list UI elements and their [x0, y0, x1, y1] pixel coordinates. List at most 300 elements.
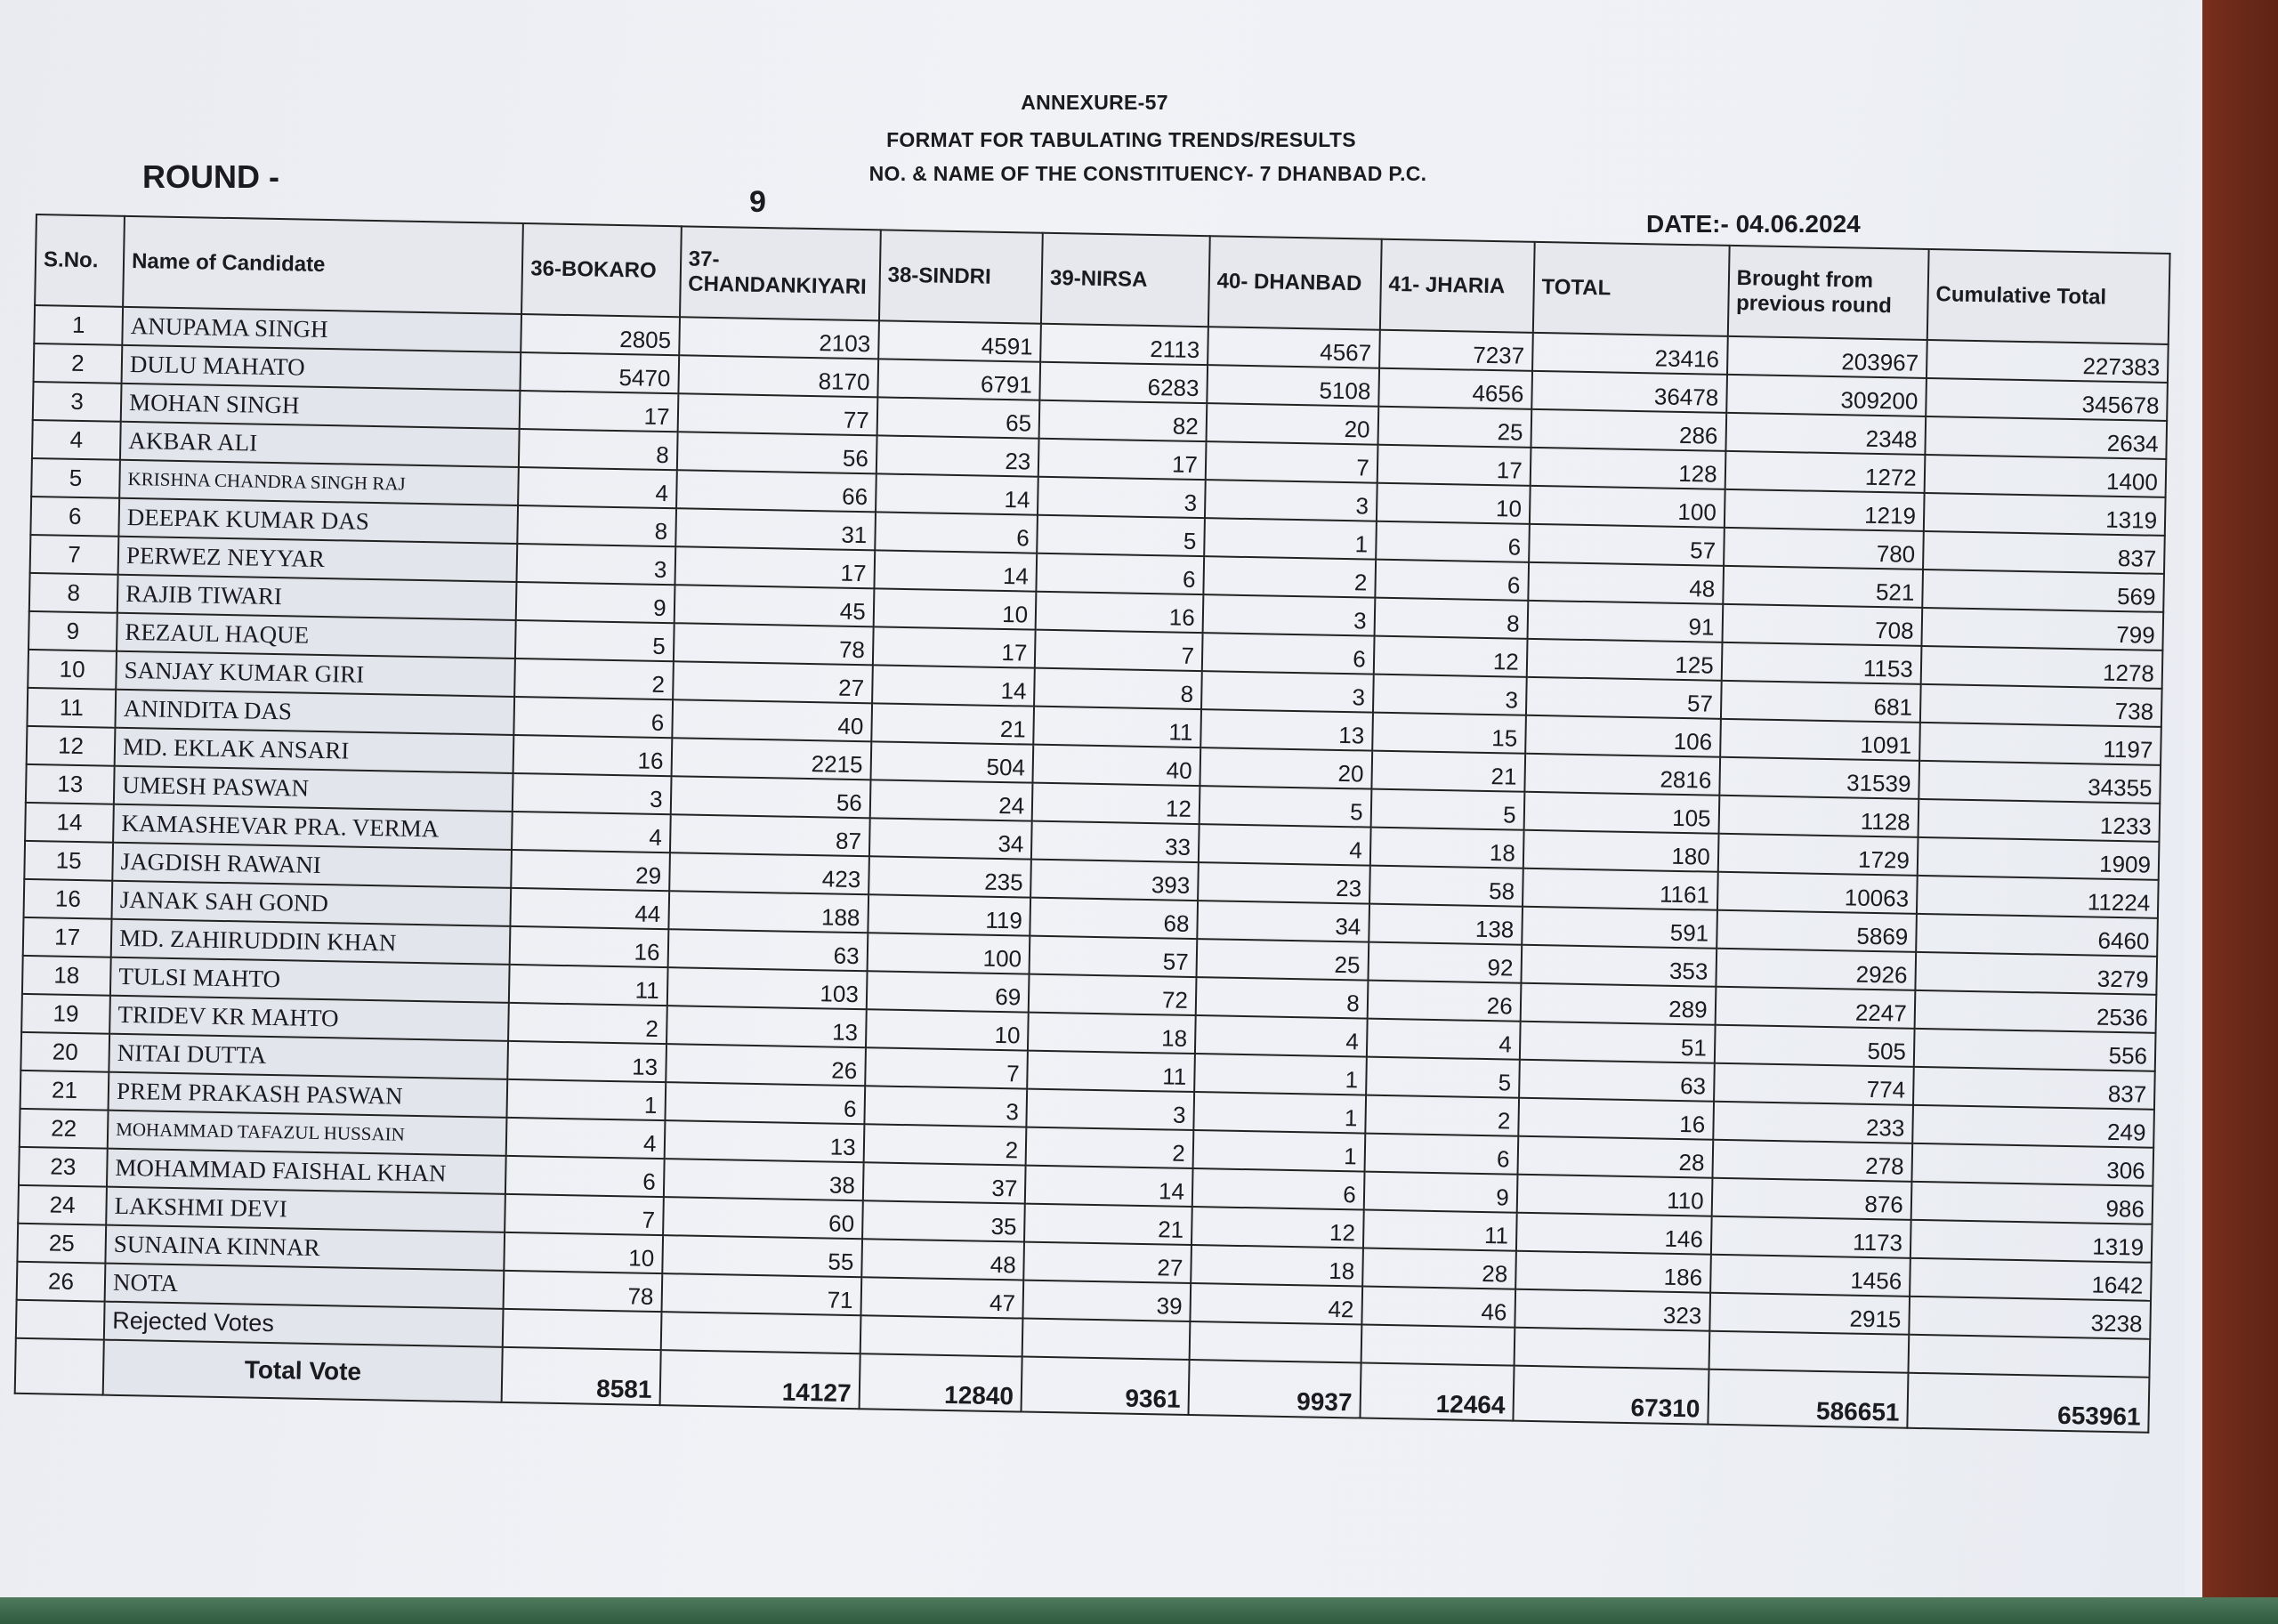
annexure-title: ANNEXURE-57 [1021, 91, 1168, 114]
vote-count: 31539 [1719, 757, 1919, 799]
vote-count: 38 [663, 1159, 863, 1200]
vote-count: 13 [666, 1006, 867, 1047]
vote-count: 24 [869, 780, 1032, 820]
vote-count: 110 [1516, 1175, 1712, 1216]
column-header: 41- JHARIA [1380, 239, 1535, 333]
vote-count: 6 [514, 697, 673, 738]
vote-count: 9 [1363, 1172, 1517, 1213]
vote-count: 1400 [1924, 455, 2166, 497]
vote-count: 47 [860, 1277, 1023, 1318]
vote-count: 33 [1031, 821, 1199, 862]
candidate-name: JANAK SAH GOND [112, 881, 512, 926]
vote-count: 40 [672, 699, 872, 741]
candidate-name: REZAUL HAQUE [117, 613, 516, 658]
vote-count: 10 [866, 1009, 1029, 1050]
vote-count: 27 [1023, 1242, 1191, 1283]
vote-count [1022, 1319, 1190, 1360]
serial-number: 22 [20, 1109, 109, 1149]
vote-count: 876 [1711, 1178, 1911, 1220]
vote-count: 1128 [1718, 796, 1919, 837]
vote-count: 233 [1713, 1102, 1913, 1143]
vote-count: 3 [1205, 480, 1377, 521]
vote-count: 1 [507, 1079, 666, 1120]
vote-count: 5470 [521, 352, 679, 393]
vote-count: 12 [1032, 783, 1200, 824]
vote-count: 309200 [1726, 375, 1927, 416]
vote-count: 2 [1203, 556, 1376, 598]
vote-count: 48 [1528, 562, 1724, 604]
vote-count: 34355 [1919, 761, 2161, 804]
candidate-name: KRISHNA CHANDRA SINGH RAJ [119, 460, 519, 505]
vote-count [1361, 1325, 1515, 1366]
vote-count: 26 [666, 1044, 866, 1086]
candidate-name: MOHAMMAD FAISHAL KHAN [107, 1149, 506, 1194]
column-header: Name of Candidate [123, 216, 523, 314]
vote-count: 28 [1362, 1248, 1516, 1289]
candidate-name: RAJIB TIWARI [117, 575, 517, 620]
vote-count [1708, 1331, 1909, 1373]
total-count: 8581 [502, 1347, 660, 1405]
candidate-name: DULU MAHATO [122, 345, 521, 391]
vote-count: 20 [1200, 747, 1372, 789]
vote-count: 180 [1523, 830, 1719, 872]
serial-number: 26 [17, 1262, 106, 1302]
vote-count: 13 [664, 1120, 864, 1162]
vote-count: 146 [1516, 1213, 1712, 1255]
format-title: FORMAT FOR TABULATING TRENDS/RESULTS [886, 128, 1356, 151]
vote-count: 14 [1025, 1166, 1192, 1207]
vote-count: 7 [1035, 630, 1202, 671]
vote-count: 8 [1034, 668, 1201, 709]
vote-count: 2915 [1709, 1293, 1910, 1335]
vote-count: 5 [1370, 789, 1524, 830]
vote-count: 2113 [1040, 324, 1208, 365]
vote-count: 17 [675, 546, 875, 588]
vote-count: 2 [863, 1124, 1026, 1165]
column-header: Brought from previous round [1727, 246, 1928, 340]
serial-number: 10 [28, 650, 117, 690]
candidate-name: NOTA [105, 1264, 505, 1309]
column-header: 40- DHANBAD [1208, 236, 1382, 330]
vote-count: 25 [1377, 407, 1531, 448]
vote-count: 56 [676, 432, 876, 473]
vote-count: 78 [673, 623, 873, 665]
vote-count: 40 [1033, 745, 1200, 786]
vote-count: 3238 [1909, 1297, 2151, 1339]
vote-count: 227383 [1927, 340, 2169, 383]
vote-count: 278 [1712, 1140, 1912, 1182]
paper-edge [2185, 0, 2202, 1624]
candidate-name: SUNAINA KINNAR [105, 1225, 505, 1271]
vote-count: 23 [876, 435, 1039, 476]
vote-count: 7 [505, 1194, 663, 1235]
candidate-name: MOHAN SINGH [121, 384, 521, 429]
vote-count: 105 [1523, 792, 1719, 834]
vote-count: 13 [1200, 709, 1373, 751]
candidate-name: MD. ZAHIRUDDIN KHAN [111, 919, 511, 965]
vote-count: 6460 [1916, 914, 2158, 957]
serial-number [15, 1338, 104, 1395]
vote-count [1189, 1321, 1361, 1363]
vote-count: 18 [1370, 828, 1524, 869]
round-number: 9 [749, 185, 766, 219]
candidate-name: AKBAR ALI [120, 422, 520, 467]
vote-count: 17 [1038, 439, 1206, 480]
serial-number: 8 [29, 573, 118, 613]
vote-count: 48 [861, 1239, 1024, 1280]
vote-count: 18 [1191, 1245, 1363, 1287]
rejected-votes-label: Rejected Votes [104, 1302, 504, 1347]
vote-count: 4567 [1208, 327, 1380, 368]
candidate-name: NITAI DUTTA [109, 1034, 508, 1079]
vote-count: 56 [670, 776, 870, 818]
vote-count: 2634 [1925, 416, 2167, 459]
vote-count [860, 1315, 1022, 1356]
vote-count: 323 [1515, 1289, 1710, 1331]
column-header: 36-BOKARO [521, 223, 681, 317]
vote-count: 2247 [1715, 987, 1915, 1029]
vote-count: 42 [1190, 1283, 1362, 1325]
serial-number: 12 [27, 726, 116, 766]
vote-count: 2 [1365, 1095, 1519, 1136]
vote-count: 1219 [1725, 489, 1925, 531]
vote-count: 100 [867, 933, 1030, 974]
candidate-name: ANUPAMA SINGH [122, 307, 521, 352]
vote-count: 5 [515, 620, 674, 661]
vote-count: 569 [1922, 570, 2164, 612]
candidate-name: SANJAY KUMAR GIRI [116, 651, 515, 697]
vote-count: 837 [1913, 1067, 2155, 1110]
vote-count: 63 [667, 929, 868, 971]
vote-count: 7 [865, 1047, 1028, 1088]
vote-count: 16 [510, 926, 668, 967]
vote-count: 78 [504, 1271, 662, 1312]
vote-count: 505 [1715, 1025, 1915, 1067]
vote-count: 2 [515, 658, 674, 699]
vote-count: 780 [1724, 528, 1924, 570]
vote-count: 87 [670, 814, 870, 856]
vote-count: 12 [1192, 1207, 1364, 1248]
vote-count: 6 [1364, 1134, 1518, 1175]
vote-count: 2 [1026, 1127, 1193, 1168]
vote-count: 45 [674, 585, 874, 626]
vote-count: 1909 [1918, 837, 2160, 880]
vote-count: 799 [1921, 608, 2163, 650]
vote-count: 2103 [679, 317, 879, 359]
candidate-name: MD. EKLAK ANSARI [115, 728, 514, 773]
vote-count: 1 [1204, 518, 1377, 560]
vote-count: 4656 [1378, 368, 1532, 409]
vote-count: 20 [1206, 403, 1378, 445]
vote-count: 27 [673, 661, 873, 703]
vote-count: 1278 [1921, 646, 2163, 689]
vote-count: 5 [1366, 1057, 1520, 1098]
vote-count: 69 [867, 971, 1030, 1012]
vote-count: 6 [665, 1082, 865, 1124]
total-count: 586651 [1708, 1369, 1908, 1428]
vote-count: 16 [1518, 1098, 1714, 1140]
total-count: 9361 [1022, 1357, 1190, 1415]
vote-count: 8 [519, 429, 677, 470]
background-surface-bottom [0, 1597, 2278, 1624]
vote-count: 106 [1525, 715, 1721, 757]
vote-count: 4 [512, 812, 670, 852]
vote-count: 21 [1024, 1204, 1192, 1245]
candidate-name: LAKSHMI DEVI [106, 1187, 505, 1232]
vote-count: 34 [1197, 901, 1369, 942]
vote-count: 51 [1520, 1022, 1716, 1063]
vote-count: 17 [1377, 445, 1531, 486]
vote-count: 6 [1192, 1168, 1365, 1210]
vote-count: 57 [1529, 524, 1725, 566]
candidate-name: MOHAMMAD TAFAZUL HUSSAIN [108, 1111, 507, 1156]
vote-count: 21 [871, 703, 1034, 744]
vote-count: 2215 [671, 738, 871, 780]
vote-count: 1319 [1910, 1220, 2153, 1263]
vote-count: 188 [668, 891, 868, 933]
candidate-name: UMESH PASWAN [114, 766, 513, 812]
total-count: 12464 [1360, 1363, 1514, 1421]
vote-count: 18 [1028, 1013, 1195, 1054]
vote-count: 21 [1371, 751, 1525, 792]
vote-count: 289 [1520, 983, 1716, 1025]
vote-count: 738 [1920, 684, 2162, 727]
serial-number: 2 [34, 343, 123, 384]
vote-count: 23 [1198, 862, 1370, 904]
vote-count: 353 [1521, 945, 1717, 987]
vote-count: 774 [1714, 1063, 1914, 1105]
vote-count: 14 [872, 665, 1035, 706]
vote-count: 3 [1202, 594, 1375, 636]
vote-count: 1 [1192, 1130, 1365, 1172]
vote-count: 82 [1039, 400, 1207, 441]
serial-number: 24 [18, 1185, 107, 1225]
serial-number: 21 [20, 1071, 109, 1111]
candidate-name: TULSI MAHTO [110, 957, 510, 1003]
vote-count: 138 [1369, 904, 1523, 945]
vote-count: 6 [1202, 633, 1375, 675]
serial-number: 16 [24, 879, 113, 919]
vote-count: 8170 [678, 355, 878, 397]
vote-count [1514, 1328, 1709, 1369]
serial-number: 1 [34, 305, 123, 345]
vote-count: 16 [1036, 592, 1203, 633]
candidate-name: JAGDISH RAWANI [112, 843, 512, 888]
vote-count: 23416 [1532, 333, 1728, 375]
vote-count: 11 [1027, 1051, 1194, 1092]
vote-count: 186 [1515, 1251, 1711, 1293]
vote-count: 2536 [1914, 990, 2156, 1033]
vote-count: 591 [1522, 907, 1717, 949]
column-header: 37-CHANDANKIYARI [680, 226, 881, 320]
vote-count: 1091 [1720, 719, 1920, 761]
vote-count: 3 [1038, 477, 1205, 518]
candidate-name: DEEPAK KUMAR DAS [118, 498, 518, 544]
vote-count [1908, 1335, 2150, 1378]
vote-count: 3 [864, 1086, 1027, 1127]
vote-count: 1173 [1711, 1216, 1911, 1258]
vote-count: 986 [1910, 1182, 2153, 1224]
candidate-name: TRIDEV KR MAHTO [109, 996, 509, 1041]
vote-count: 26 [1367, 981, 1521, 1022]
vote-count: 1319 [1924, 493, 2166, 536]
vote-count [503, 1309, 661, 1350]
serial-number: 5 [31, 458, 120, 498]
total-count: 12840 [859, 1353, 1022, 1411]
serial-number: 13 [26, 764, 115, 804]
vote-count: 1153 [1721, 642, 1921, 684]
vote-count: 44 [511, 888, 669, 929]
vote-count: 28 [1517, 1136, 1713, 1178]
vote-count: 2926 [1716, 949, 1916, 990]
vote-count: 14 [874, 550, 1037, 591]
serial-number: 9 [28, 611, 117, 651]
date: DATE:- 04.06.2024 [1646, 210, 1861, 238]
vote-count: 17 [873, 626, 1036, 667]
constituency-title: NO. & NAME OF THE CONSTITUENCY- 7 DHANBAD P.C. [868, 162, 1427, 185]
vote-count: 66 [676, 470, 876, 512]
vote-count: 10 [1377, 483, 1531, 524]
vote-count: 3279 [1915, 952, 2157, 995]
vote-count: 92 [1368, 942, 1522, 983]
serial-number: 14 [25, 803, 114, 843]
vote-count: 25 [1196, 939, 1369, 981]
vote-count: 14 [876, 473, 1038, 514]
results-table [14, 214, 2171, 1434]
vote-count: 31 [675, 508, 876, 550]
vote-count: 3 [1027, 1089, 1194, 1130]
vote-count: 57 [1526, 677, 1722, 719]
vote-count: 3 [1373, 675, 1527, 715]
total-count: 67310 [1513, 1366, 1708, 1425]
vote-count: 5 [1037, 515, 1204, 556]
vote-count: 36478 [1531, 371, 1727, 413]
vote-count: 681 [1721, 681, 1921, 723]
vote-count: 60 [663, 1197, 863, 1239]
vote-count: 393 [1030, 860, 1198, 901]
serial-number: 25 [17, 1224, 106, 1264]
vote-count: 4591 [878, 320, 1041, 361]
serial-number: 11 [27, 688, 116, 728]
vote-count: 10063 [1717, 872, 1918, 914]
vote-count: 6791 [877, 359, 1040, 400]
vote-count: 68 [1030, 898, 1198, 939]
vote-count: 8 [1374, 598, 1528, 639]
vote-count: 235 [868, 856, 1031, 897]
vote-count: 1 [1194, 1054, 1367, 1095]
vote-count: 249 [1912, 1105, 2154, 1148]
vote-count: 5 [1200, 786, 1372, 828]
vote-count: 3 [1201, 671, 1374, 713]
vote-count: 7237 [1379, 330, 1533, 371]
vote-count: 1729 [1717, 834, 1918, 876]
vote-count: 1197 [1919, 723, 2161, 765]
vote-count: 6 [1375, 560, 1529, 601]
vote-count: 521 [1723, 566, 1923, 608]
vote-count: 5108 [1207, 365, 1379, 407]
vote-count: 37 [863, 1162, 1026, 1203]
column-header: S.No. [35, 214, 125, 307]
vote-count: 2348 [1725, 413, 1926, 455]
vote-count: 29 [512, 850, 670, 891]
vote-count: 8 [518, 505, 676, 546]
vote-count: 4 [1195, 1015, 1368, 1057]
serial-number: 3 [33, 382, 122, 422]
vote-count: 1161 [1523, 869, 1718, 910]
vote-count: 125 [1526, 639, 1722, 681]
vote-count: 1233 [1918, 799, 2160, 842]
vote-count: 6 [1376, 521, 1530, 562]
column-header: TOTAL [1533, 242, 1730, 336]
serial-number: 6 [30, 497, 119, 537]
vote-count: 4 [1367, 1019, 1521, 1060]
vote-count: 71 [661, 1273, 861, 1315]
total-count: 653961 [1907, 1373, 2149, 1433]
vote-count: 1 [1193, 1092, 1366, 1134]
serial-number: 17 [23, 917, 112, 957]
candidate-name: KAMASHEVAR PRA. VERMA [113, 804, 513, 850]
vote-count: 10 [505, 1232, 663, 1273]
vote-count: 72 [1029, 974, 1196, 1015]
vote-count: 5869 [1717, 910, 1917, 952]
column-header: 39-NIRSA [1041, 233, 1209, 327]
vote-count: 39 [1023, 1281, 1191, 1321]
vote-count: 556 [1914, 1029, 2156, 1071]
vote-count: 11 [1033, 707, 1200, 747]
serial-number: 7 [30, 535, 119, 575]
vote-count: 1642 [1910, 1258, 2152, 1301]
column-header: 38-SINDRI [879, 230, 1043, 323]
vote-count: 4 [506, 1118, 665, 1159]
vote-count: 504 [870, 741, 1033, 782]
vote-count: 11 [1363, 1210, 1517, 1251]
vote-count: 12 [1374, 636, 1528, 677]
vote-count: 837 [1923, 531, 2165, 574]
vote-count: 35 [862, 1200, 1025, 1241]
vote-count: 2805 [521, 314, 680, 355]
vote-count: 65 [876, 397, 1039, 438]
total-count: 9937 [1188, 1360, 1361, 1418]
vote-count: 3 [513, 773, 671, 814]
round-label: ROUND - [142, 158, 279, 195]
column-header: Cumulative Total [1927, 249, 2170, 344]
serial-number: 20 [20, 1032, 109, 1072]
vote-count: 286 [1531, 409, 1726, 451]
vote-count: 1272 [1725, 451, 1925, 493]
serial-number: 15 [24, 841, 113, 881]
vote-count: 708 [1722, 604, 1922, 646]
vote-count: 423 [669, 852, 869, 894]
vote-count: 306 [1911, 1143, 2153, 1186]
vote-count: 16 [513, 735, 672, 776]
vote-count: 103 [666, 967, 867, 1009]
vote-count: 6 [875, 512, 1038, 553]
vote-count: 77 [677, 393, 877, 435]
candidate-name: PERWEZ NEYYAR [118, 537, 518, 582]
vote-count: 345678 [1926, 378, 2168, 421]
serial-number: 18 [22, 956, 111, 996]
vote-count: 13 [508, 1041, 666, 1082]
vote-count: 119 [868, 894, 1030, 935]
vote-count: 46 [1361, 1287, 1515, 1328]
serial-number: 23 [19, 1147, 108, 1187]
vote-count: 17 [520, 391, 678, 432]
serial-number: 4 [32, 420, 121, 460]
vote-count [660, 1312, 860, 1353]
vote-count: 6 [1037, 553, 1204, 594]
vote-count: 9 [516, 582, 675, 623]
vote-count: 7 [1206, 441, 1378, 483]
